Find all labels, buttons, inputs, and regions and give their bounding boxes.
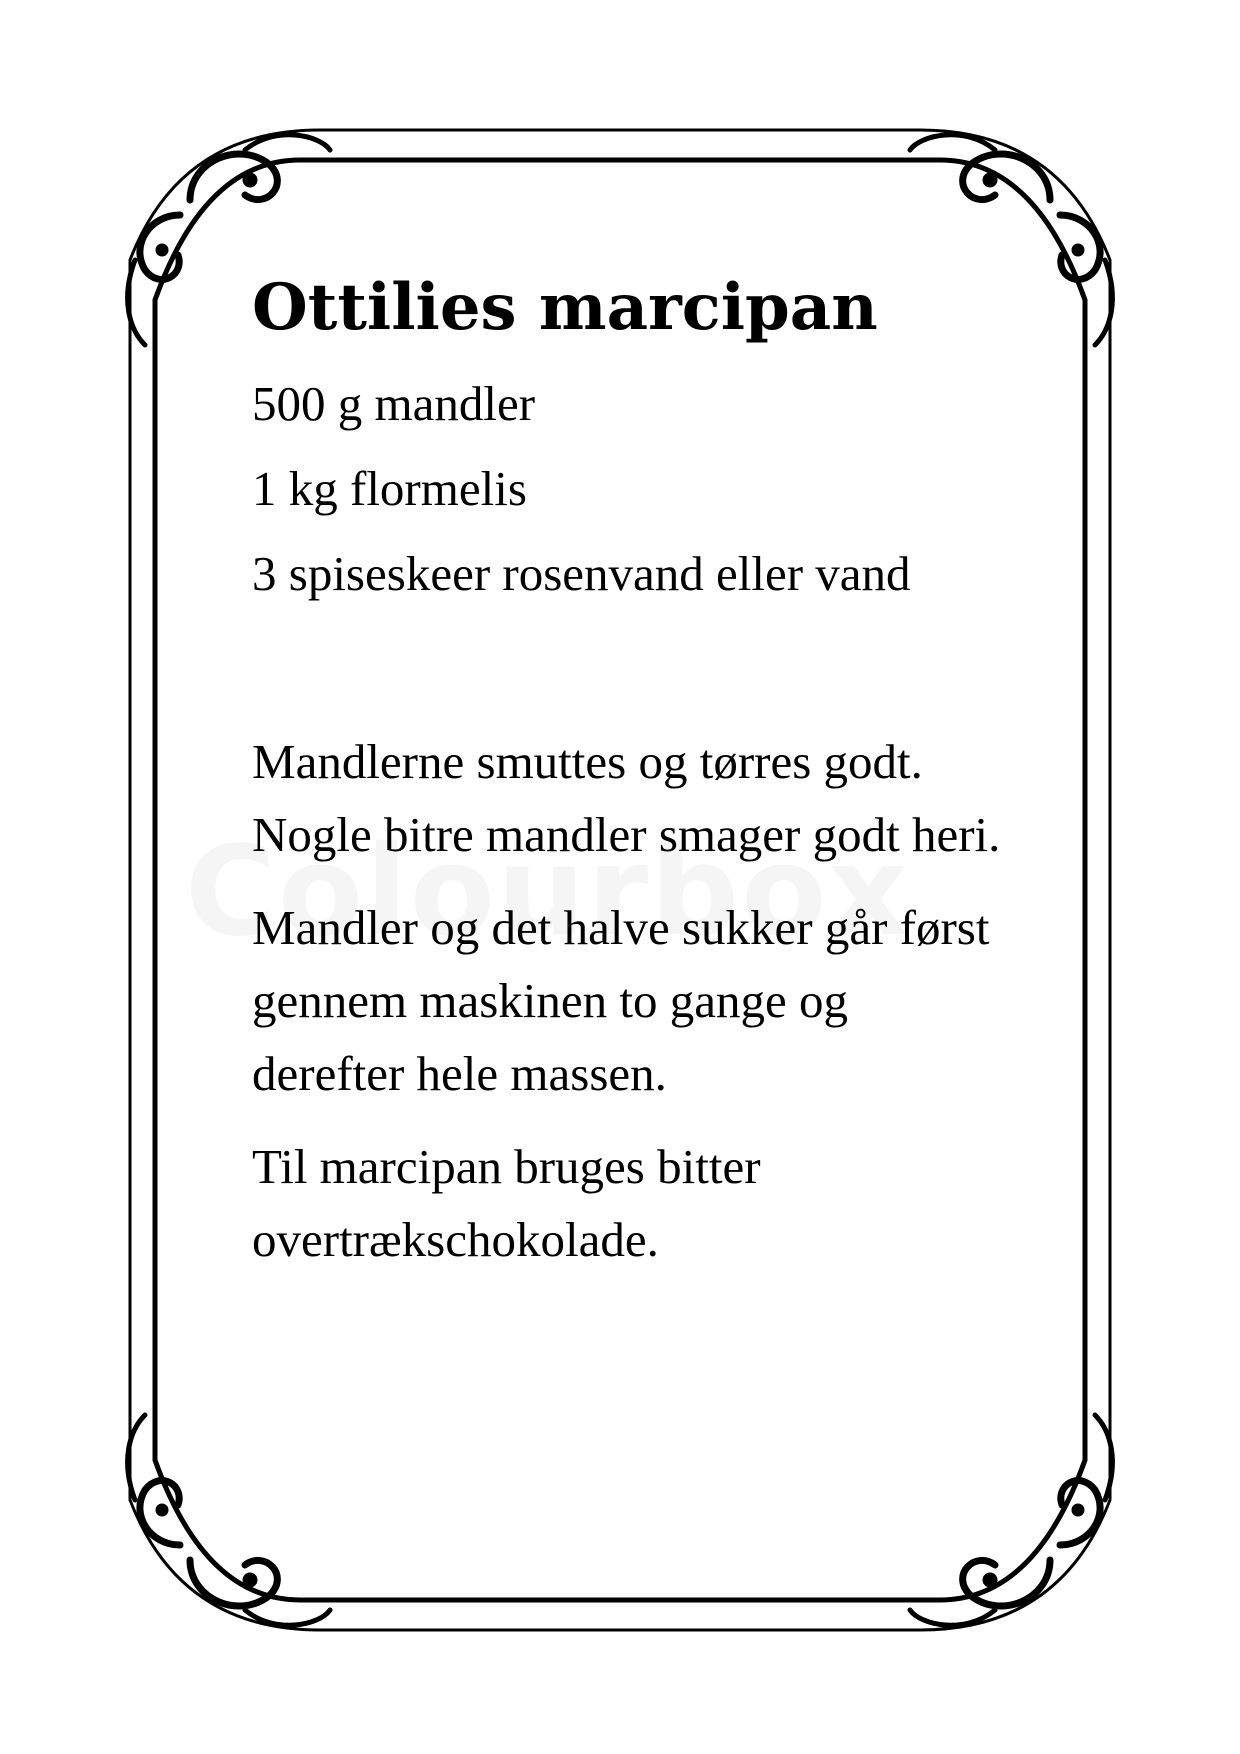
ingredient-item: 3 spiseskeer rosenvand eller vand [252, 545, 911, 601]
ingredient-list [252, 367, 1012, 610]
recipe-content [252, 270, 1012, 1296]
corner-ornament-bottom-right [910, 1415, 1112, 1625]
instruction-paragraph: Mandler og det halve sukker går først gennem maskinen to gange og derefter hele massen. [252, 899, 990, 1101]
instruction-paragraph: Til marcipan bruges bitter overtrækschokolade. [252, 1138, 761, 1267]
recipe-title: Ottilies marcipan [252, 270, 878, 345]
corner-ornament-bottom-left [128, 1415, 330, 1625]
instruction-paragraph: Mandlerne smuttes og tørres godt. Nogle bitre mandler smager godt heri. [252, 733, 1001, 862]
instructions [252, 725, 1012, 1276]
ingredient-item: 1 kg flormelis [252, 460, 527, 516]
ingredient-item: 500 g mandler [252, 375, 536, 431]
